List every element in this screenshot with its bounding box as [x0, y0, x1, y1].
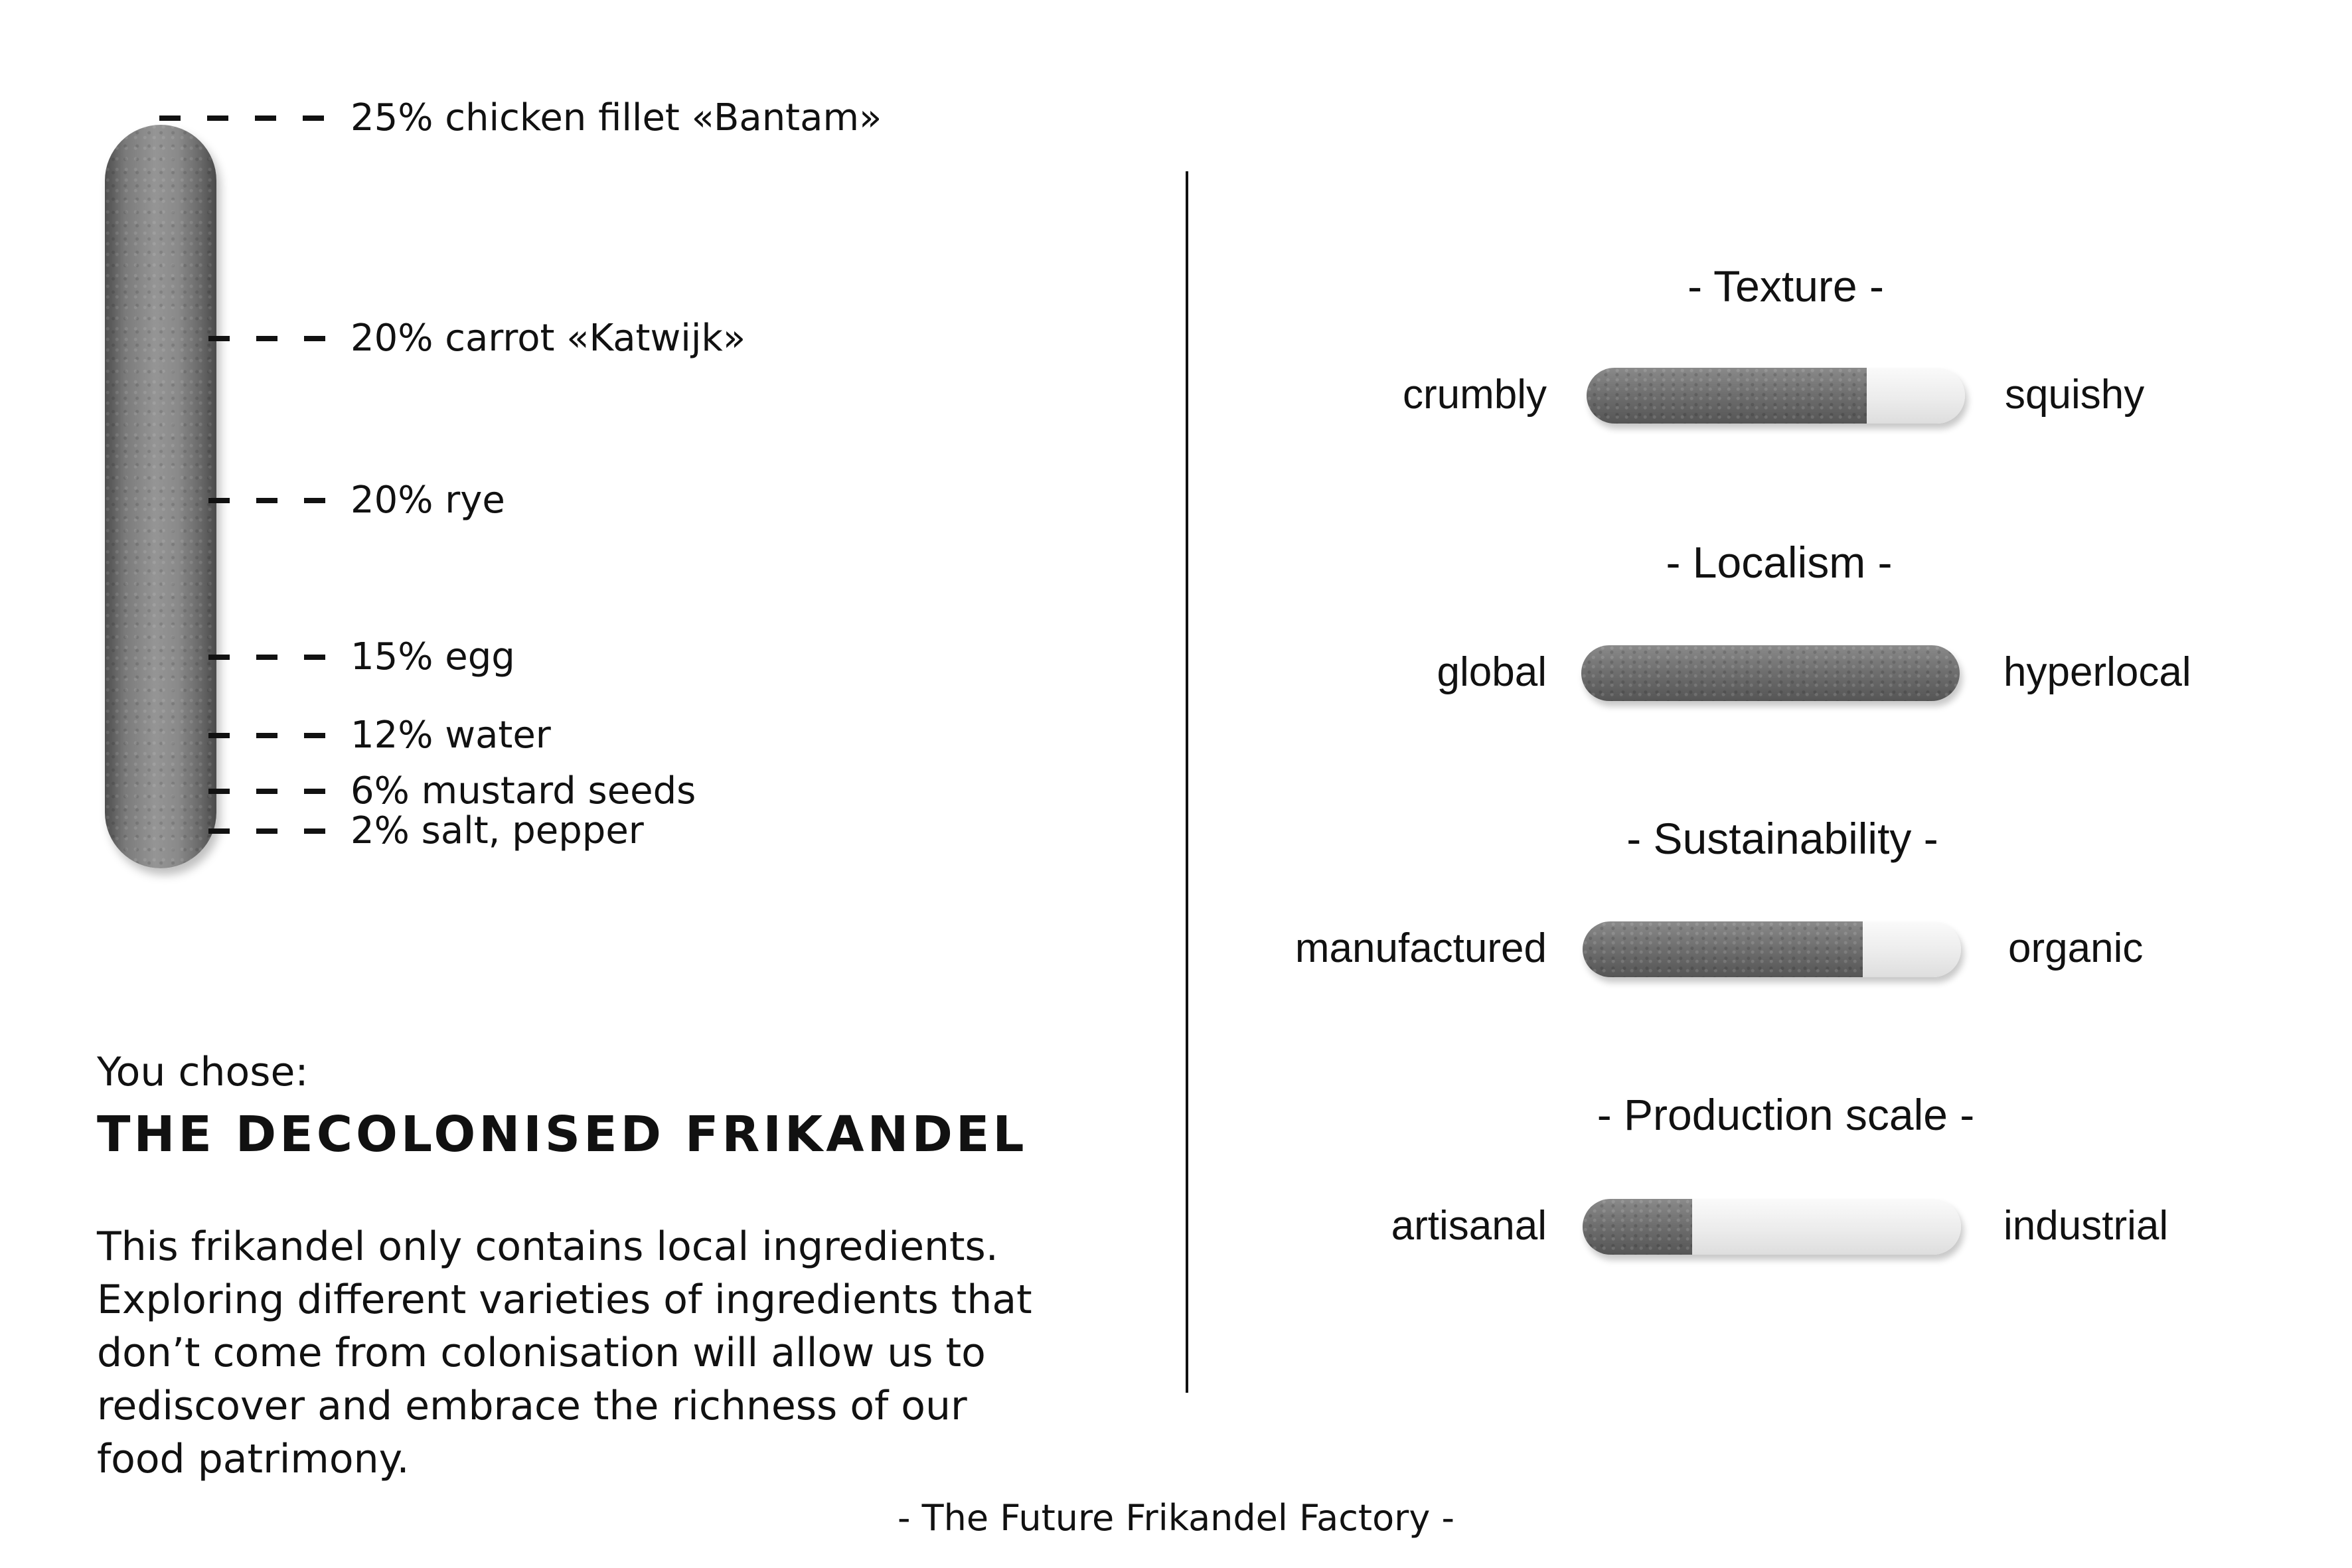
scale-bar-fill	[1583, 921, 1863, 977]
scale-bar-sustainability	[1583, 921, 1961, 977]
ingredient-label: 2% salt, pepper	[351, 809, 644, 852]
frikandel-image	[105, 125, 216, 868]
scale-bar-production-scale	[1583, 1199, 1961, 1255]
ingredient-marker	[208, 336, 325, 341]
ingredient-marker	[208, 789, 325, 794]
scale-right-label: organic	[2008, 925, 2144, 971]
scale-title-localism: - Localism -	[1666, 538, 1893, 587]
ingredient-label: 6% mustard seeds	[351, 769, 696, 813]
scale-title-production-scale: - Production scale -	[1597, 1090, 1975, 1139]
scale-bar-fill	[1583, 1199, 1692, 1255]
ingredient-marker	[208, 733, 325, 738]
scale-right-label: squishy	[2005, 372, 2145, 418]
ingredient-label: 20% carrot «Katwijk»	[351, 317, 746, 360]
ingredient-marker	[208, 498, 325, 503]
scale-left-label: manufactured	[1294, 925, 1547, 971]
scale-title-texture: - Texture -	[1687, 262, 1884, 311]
scale-bar-fill	[1587, 368, 1867, 424]
chose-label: You chose:	[97, 1049, 309, 1095]
scale-bar-texture	[1587, 368, 1965, 424]
ingredient-label: 20% rye	[351, 479, 505, 522]
scale-right-label: hyperlocal	[2003, 649, 2191, 695]
ingredient-label: 15% egg	[351, 635, 515, 678]
scale-left-label: global	[1437, 649, 1547, 695]
ingredient-marker	[208, 828, 325, 834]
ingredient-label: 12% water	[351, 714, 551, 757]
scale-bar-fill	[1581, 645, 1960, 701]
scale-left-label: crumbly	[1402, 372, 1547, 418]
product-title: THE DECOLONISED FRIKANDEL	[97, 1106, 1028, 1163]
ingredient-marker	[159, 116, 325, 121]
product-description: This frikandel only contains local ingredients. Exploring different varieties of ingredients that don’t come from colonisation will allow us to rediscover and embrace the richness of our food patrimony.	[97, 1223, 1032, 1482]
scale-title-sustainability: - Sustainability -	[1626, 814, 1938, 863]
scale-left-label: artisanal	[1391, 1203, 1547, 1249]
ingredient-label: 25% chicken fillet «Bantam»	[351, 96, 882, 139]
footer-credit: - The Future Frikandel Factory -	[898, 1497, 1454, 1539]
scale-bar-localism	[1581, 645, 1960, 701]
ingredient-marker	[208, 655, 325, 660]
scale-right-label: industrial	[2003, 1203, 2169, 1249]
